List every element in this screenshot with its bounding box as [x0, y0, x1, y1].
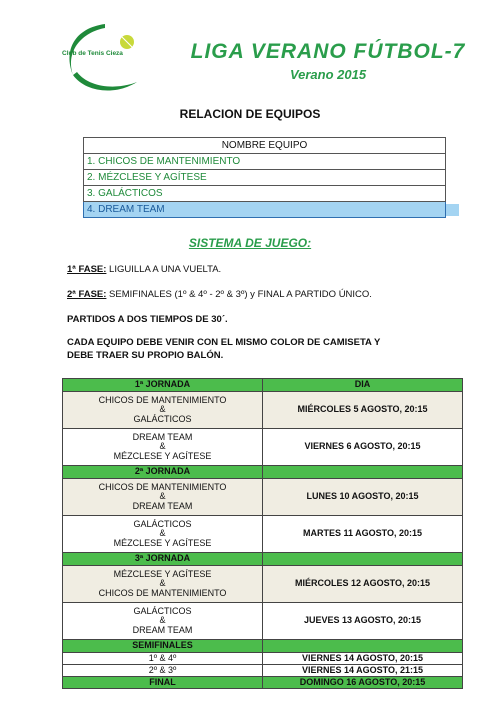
match-teams: DREAM TEAM & MÉZCLESE Y AGÍTESE [63, 429, 263, 466]
team-row-selected[interactable]: 4. DREAM TEAM [84, 202, 446, 218]
final-label: FINAL [63, 677, 263, 689]
match-row [63, 429, 463, 466]
fase1-text: LIGUILLA A UNA VUELTA. [106, 264, 222, 275]
fase1-label: 1ª FASE: [67, 264, 107, 275]
teams-column-header: NOMBRE EQUIPO [84, 138, 446, 154]
camiseta-line-2: DEBE TRAER SU PROPIO BALÓN. [67, 350, 224, 361]
semifinales-blank [263, 640, 463, 653]
match-day: LUNES 10 AGOSTO, 20:15 [263, 479, 463, 516]
dia-header: DIA [263, 379, 463, 392]
match-teams: CHICOS DE MANTENIMIENTO & DREAM TEAM [63, 479, 263, 516]
fase2-text: SEMIFINALES (1º & 4º - 2º & 3º) y FINAL A PARTIDO ÚNICO. [106, 289, 372, 300]
jornada-2-header: 2ª JORNADA [63, 466, 263, 479]
teams-heading: RELACION DE EQUIPOS [179, 107, 321, 121]
final-day: DOMINGO 16 AGOSTO, 20:15 [263, 677, 463, 689]
semi-row [63, 653, 463, 665]
jornada-3-header: 3ª JORNADA [63, 553, 263, 566]
match-teams: GALÁCTICOS & MÉZCLESE Y AGÍTESE [63, 516, 263, 553]
match-day: MARTES 11 AGOSTO, 20:15 [263, 516, 463, 553]
semi-pair: 2º & 3º [63, 665, 263, 677]
fase2-line [67, 289, 372, 300]
semi-day: VIERNES 14 AGOSTO, 21:15 [263, 665, 463, 677]
jornada-3-blank [263, 553, 463, 566]
match-row [63, 479, 463, 516]
team-row[interactable]: 1. CHICOS DE MANTENIMIENTO [84, 154, 446, 170]
match-day: VIERNES 6 AGOSTO, 20:15 [263, 429, 463, 466]
schedule-table [62, 378, 463, 689]
teams-table [83, 137, 446, 218]
sistema-heading: SISTEMA DE JUEGO: [188, 236, 312, 250]
semi-pair: 1º & 4º [63, 653, 263, 665]
club-logo-icon [55, 20, 155, 95]
match-teams: MÉZCLESE Y AGÍTESE & CHICOS DE MANTENIMIENTO [63, 566, 263, 603]
match-teams: GALÁCTICOS & DREAM TEAM [63, 603, 263, 640]
semifinales-header: SEMIFINALES [63, 640, 263, 653]
partidos-line: PARTIDOS A DOS TIEMPOS DE 30´. [67, 314, 228, 325]
match-day: MIÉRCOLES 12 AGOSTO, 20:15 [263, 566, 463, 603]
match-teams: CHICOS DE MANTENIMIENTO & GALÁCTICOS [63, 392, 263, 429]
final-row [63, 677, 463, 689]
jornada-2-blank [263, 466, 463, 479]
jornada-1-header: 1ª JORNADA [63, 379, 263, 392]
team-row[interactable]: 3. GALÁCTICOS [84, 186, 446, 202]
match-day: MIÉRCOLES 5 AGOSTO, 20:15 [263, 392, 463, 429]
match-day: JUEVES 13 AGOSTO, 20:15 [263, 603, 463, 640]
match-row [63, 603, 463, 640]
selection-highlight [446, 204, 459, 216]
page-title: LIGA VERANO FÚTBOL-7 [190, 40, 466, 63]
match-row [63, 516, 463, 553]
logo-text: Club de Tenis Cieza [62, 50, 123, 57]
fase1-line [67, 264, 221, 275]
team-row[interactable]: 2. MÉZCLESE Y AGÍTESE [84, 170, 446, 186]
fase2-label: 2ª FASE: [67, 289, 107, 300]
semi-row [63, 665, 463, 677]
semi-day: VIERNES 14 AGOSTO, 20:15 [263, 653, 463, 665]
match-row [63, 566, 463, 603]
page-subtitle: Verano 2015 [289, 67, 367, 82]
camiseta-line-1: CADA EQUIPO DEBE VENIR CON EL MISMO COLOR DE CAMISETA Y [67, 337, 381, 348]
match-row [63, 392, 463, 429]
